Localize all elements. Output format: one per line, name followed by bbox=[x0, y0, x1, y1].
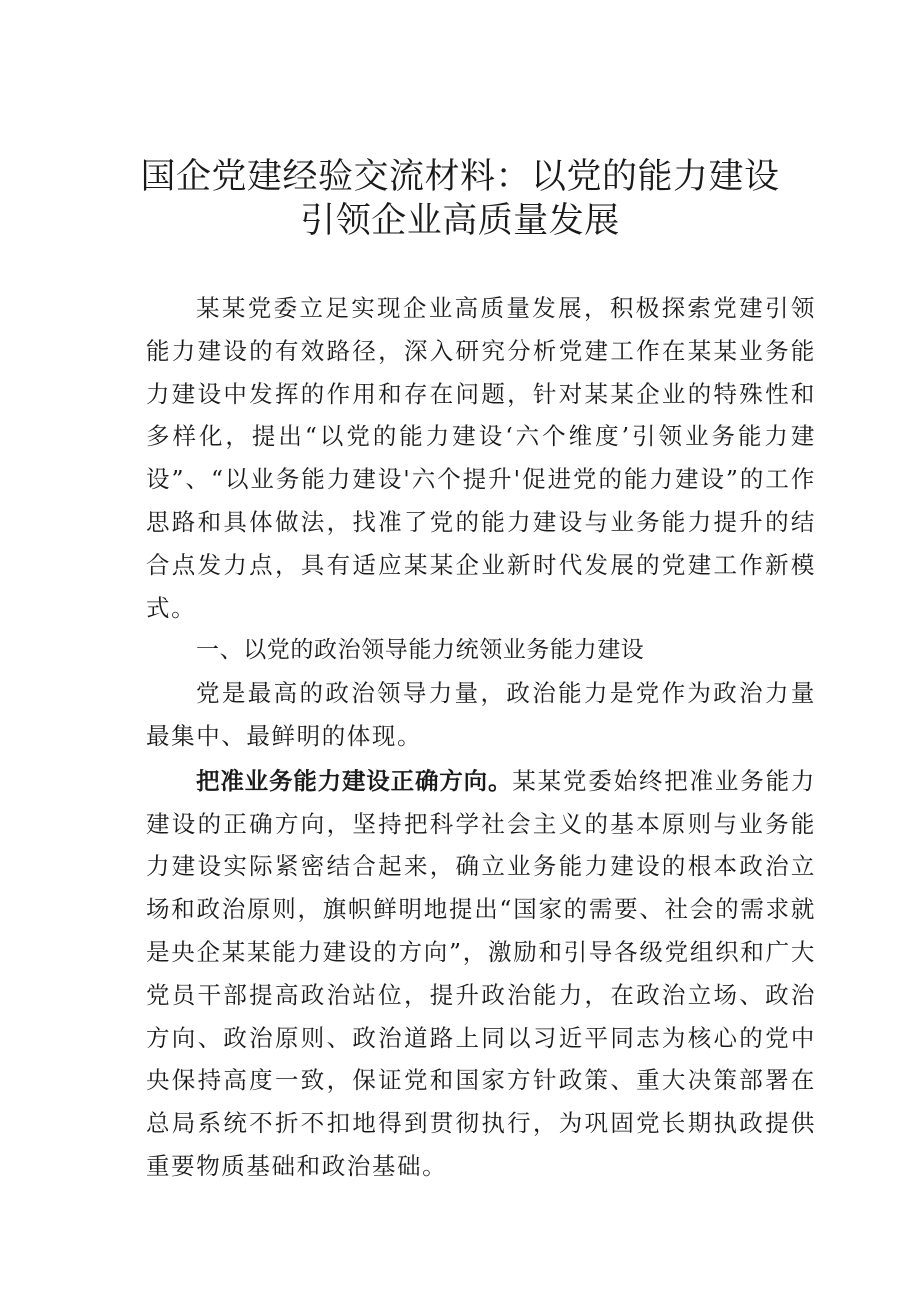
intro-paragraph: 某某党委立足实现企业高质量发展，积极探索党建引领能力建设的有效路径，深入研究分析党建工作在某某业务能力建设中发挥的作用和存在问题，针对某某企业的特殊性和多样化，提出“以党的能力建设‘六个维度’引领业务能力建设”、“以业务能力建设'六个提升'促进党的能力建设”的工作思路和具体做法，找准了党的能力建设与业务能力提升的结合点发力点，具有适应某某企业新时代发展的党建工作新模式。 bbox=[146, 294, 816, 622]
section-1-paragraph-2 bbox=[146, 760, 816, 1188]
paragraph-lead-sentence: 把准业务能力建设正确方向。 bbox=[196, 766, 513, 795]
section-1-paragraph-1: 党是最高的政治领导力量，政治能力是党作为政治力量最集中、最鲜明的体现。 bbox=[146, 679, 816, 750]
section-heading-1: 一、以党的政治领导能力统领业务能力建设 bbox=[196, 637, 645, 664]
document-body bbox=[146, 287, 816, 1188]
paragraph-body-text: 某某党委始终把准业务能力建设的正确方向，坚持把科学社会主义的基本原则与业务能力建设实际紧密结合起来，确立业务能力建设的根本政治立场和政治原则，旗帜鲜明地提出“国家的需要、社会的需求就是央企某某能力建设的方向”，激励和引导各级党组织和广大党员干部提高政治站位，提升政治能力，在政治立场、政治方向、政治原则、政治道路上同以习近平同志为核心的党中央保持高度一致，保证党和国家方针政策、重大决策部署在总局系统不折不扣地得到贯彻执行，为巩固党长期执政提供重要物质基础和政治基础。 bbox=[146, 766, 816, 1180]
document-title-line-1: 国企党建经验交流材料：以党的能力建设 bbox=[140, 157, 780, 197]
document-title-line-2: 引领企业高质量发展 bbox=[300, 201, 620, 241]
